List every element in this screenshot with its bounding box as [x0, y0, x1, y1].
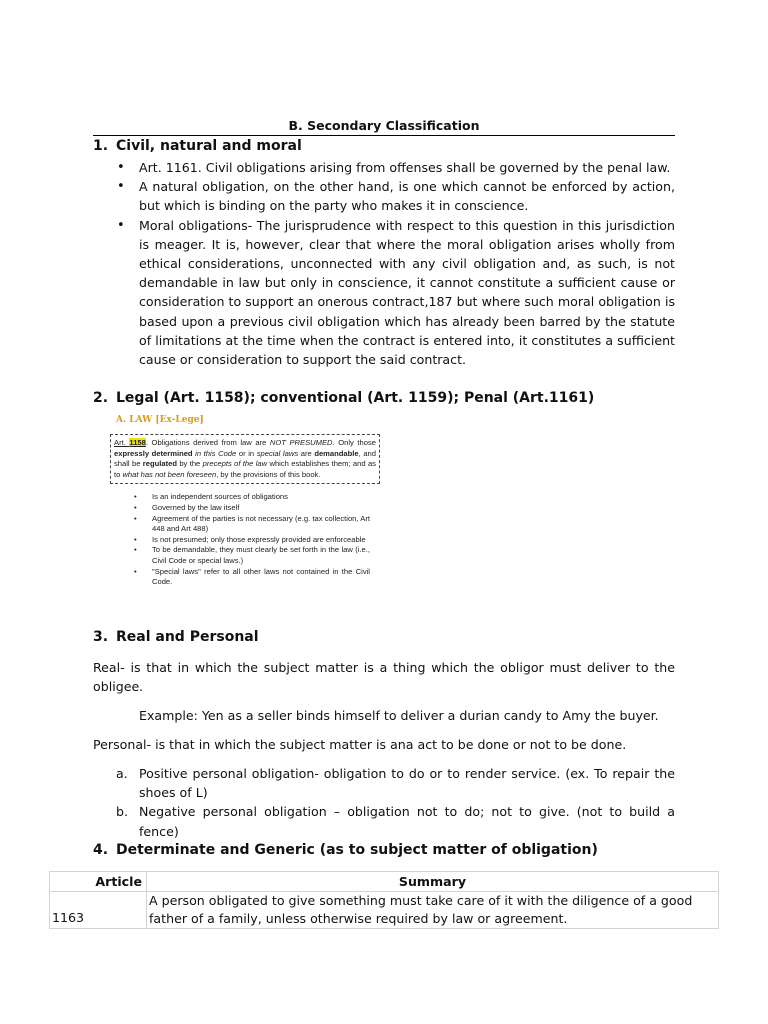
- table-row: [50, 892, 719, 929]
- list-item: • Agreement of the parties is not necessary (e.g. tax collection, Art 448 and Art 488): [130, 514, 370, 535]
- column-header-article: Article: [50, 872, 147, 892]
- list-item: • Art. 1161. Civil obligations arising from offenses shall be governed by the penal law.: [115, 158, 675, 177]
- list-item: • To be demandable, they must clearly be set forth in the law (i.e., Civil Code or special laws.): [130, 545, 370, 566]
- table-header-row: [50, 872, 719, 892]
- heading-number: 4.: [93, 842, 109, 858]
- personal-obligation-list: [93, 764, 675, 841]
- heading-text: Real and Personal: [116, 629, 259, 645]
- heading-number: 3.: [93, 629, 109, 645]
- column-header-summary: Summary: [147, 872, 719, 892]
- law-characteristics-list: [130, 492, 370, 587]
- heading-text: Civil, natural and moral: [116, 138, 302, 154]
- cell-summary: A person obligated to give something must take care of it with the diligence of a good father of a family, unless otherwise required by law or agreement.: [147, 892, 719, 929]
- heading-number: 1.: [93, 138, 109, 154]
- heading-text: Determinate and Generic (as to subject matter of obligation): [116, 842, 598, 858]
- article-1158-box: Art. 1158. Obligations derived from law are NOT PRESUMED. Only those expressly determined in this Code or in special laws are demandable, and shall be regulated by the precepts of the law which establishes them; and as to what has not been foreseen, by the provisions of this book.: [110, 434, 380, 484]
- cell-article: 1163: [50, 892, 147, 929]
- list-item: b. Negative personal obligation – obligation not to do; not to give. (not to build a fence): [116, 804, 675, 839]
- heading-civil-natural-moral: [93, 138, 302, 154]
- real-definition: Real- is that in which the subject matter is a thing which the obligor must deliver to the obligee.: [93, 660, 675, 695]
- heading-text: Legal (Art. 1158); conventional (Art. 1159); Penal (Art.1161): [116, 390, 595, 406]
- list-item: • A natural obligation, on the other hand, is one which cannot be enforced by action, but which is binding on the party who makes it in conscience.: [115, 177, 675, 215]
- section-title: B. Secondary Classification: [93, 118, 675, 136]
- real-example: Example: Yen as a seller binds himself to deliver a durian candy to Amy the buyer.: [139, 708, 659, 723]
- list-item: a. Positive personal obligation- obligation to do or to render service. (ex. To repair the shoes of L): [116, 766, 675, 801]
- heading-legal-conventional-penal: [93, 390, 594, 406]
- heading-real-personal: [93, 629, 259, 645]
- personal-definition: Personal- is that in which the subject matter is ana act to be done or not to be done.: [93, 737, 627, 752]
- list-item: • "Special laws" refer to all other laws not contained in the Civil Code.: [130, 567, 370, 588]
- list-item: • Is an independent sources of obligations: [130, 492, 370, 503]
- list-item: • Is not presumed; only those expressly provided are enforceable: [130, 535, 370, 546]
- list-item: • Moral obligations- The jurisprudence with respect to this question in this jurisdiction is meager. It is, however, clear that where the moral obligation arises wholly from ethical considerations, unconnected with any civil obligation and, as such, is not demandable in law but only in conscience, it cannot constitute a sufficient cause or consideration to support an onerous contract,187 but where such moral obligation is based upon a previous civil obligation which has already been barred by the statute of limitations at the time when the contract is entered into, it constitutes a sufficient cause or consideration to support the said contract.: [115, 216, 675, 370]
- civil-natural-moral-list: [115, 158, 675, 369]
- article-summary-table: [49, 871, 719, 929]
- law-ex-lege-image: [110, 415, 390, 613]
- list-item: • Governed by the law itself: [130, 503, 370, 514]
- heading-determinate-generic: [93, 842, 598, 858]
- image-heading: A. LAW [Ex-Lege]: [116, 415, 204, 425]
- heading-number: 2.: [93, 390, 109, 406]
